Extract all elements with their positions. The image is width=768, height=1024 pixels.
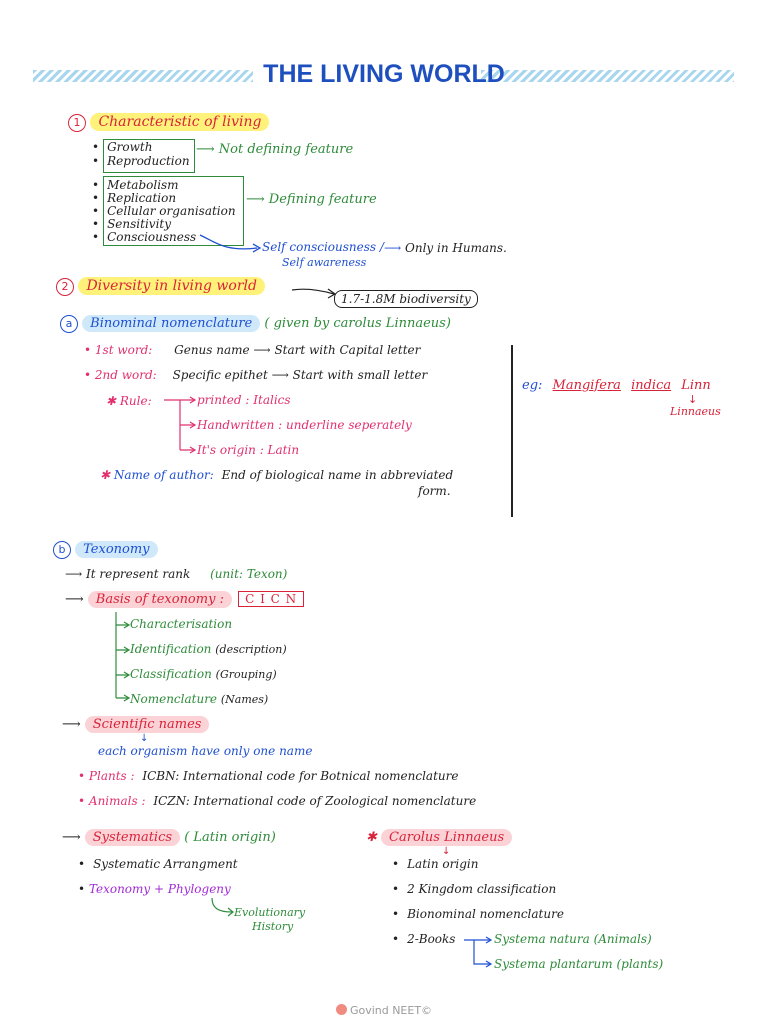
eg-author: Linn [681,378,711,393]
list-item-consciousness: • Consciousness [92,230,196,244]
only-humans: ⟶ Only in Humans. [384,241,507,255]
rule-tree [160,394,200,456]
carolus-item-2: • 2 Kingdom classification [392,882,556,896]
basis-item-3: Classification (Grouping) [130,667,277,681]
consciousness-arrow [195,230,270,255]
self-awareness: Self awareness [282,256,367,269]
section-2-title: Diversity in living world [78,277,265,295]
given-by: ( given by carolus Linnaeus) [264,316,451,331]
list-item-replication: • Replication [92,191,176,205]
rule-label: ✱ Rule: [106,394,152,408]
carolus-title: Carolus Linnaeus [381,829,512,846]
systematics-heading: ⟶ Systematics ( Latin origin) [62,830,276,845]
basis-tree [108,612,132,704]
scientific-names: Scientific names [85,716,210,733]
eg-label: eg: [522,378,543,393]
biodiversity-box: 1.7-1.8M biodiversity [334,290,478,308]
footer [0,1004,768,1017]
second-word: • 2nd word: Specific epithet ⟶ Start with small letter [84,368,428,382]
rule-handwritten: Handwritten : underline seperately [197,418,412,432]
eg-arrow: ↓ [688,393,698,406]
book-1: Systema natura (Animals) [494,932,652,946]
eg-species: indica [631,378,672,393]
cicn-box: C I C N [238,591,304,607]
author-line: ✱ Name of author: End of biological name in abbreviated [100,468,454,482]
list-item-metabolism: • Metabolism [92,178,179,192]
systematics-title: Systematics [85,829,180,846]
section-1-heading [68,114,269,132]
basis-item-2: Identification (description) [130,642,287,656]
page-title: THE LIVING WORLD [263,60,505,88]
rank-line: ⟶ It represent rank (unit: Texon) [65,567,288,581]
vertical-divider [511,345,513,517]
carolus-heading: ✱ Carolus Linnaeus [366,830,512,845]
list-item-growth: • Growth [92,140,152,154]
rule-printed: printed : Italics [197,393,291,407]
evolutionary: Evolutionary [234,906,306,919]
example-line [522,378,711,393]
rule-origin: It's origin : Latin [197,443,300,457]
section-2-heading [56,278,265,296]
section-a-heading [60,315,451,333]
carolus-item-4: • 2-Books [392,932,455,946]
section-a-title: Binominal nomenclature [82,315,260,332]
carolus-item-3: • Bionominal nomenclature [392,907,564,921]
book-2: Systema plantarum (plants) [494,957,664,971]
basis-item-4: Nomenclature (Names) [130,692,269,706]
plants-line: • Plants : ICBN: International code for Botnical nomenclature [78,769,459,783]
def-label: ⟶ Defining feature [246,192,377,207]
list-item-reproduction: • Reproduction [92,154,190,168]
nondef-label: ⟶ Not defining feature [196,142,354,157]
footer-text: Govind NEET© [349,1004,433,1017]
section-letter-a: a [60,315,78,333]
basis-line: ⟶ Basis of texonomy : C I C N [65,592,304,607]
biodiversity-arrow [290,284,340,300]
section-letter-b: b [53,541,71,559]
self-consciousness: Self consciousness / [262,240,384,254]
basis-label: Basis of texonomy : [88,591,232,608]
animals-line: • Animals : ICZN: International code of Zoological nomenclature [78,794,477,808]
carolus-arrow: ↓ [442,846,451,857]
section-number-2: 2 [56,278,74,296]
first-word: • 1st word: Genus name ⟶ Start with Capital letter [84,343,421,357]
carolus-item-1: • Latin origin [392,857,478,871]
history: History [252,920,294,933]
section-b-heading [53,541,158,559]
each-organism: each organism have only one name [98,744,313,758]
list-item-sensitivity: • Sensitivity [92,217,171,231]
eg-genus: Mangifera [552,378,621,393]
footer-logo-icon [336,1004,347,1015]
taxonomy-phylogeny: • Texonomy + Phylogeny [78,882,231,896]
section-1-title: Characteristic of living [90,113,269,131]
basis-item-1: Characterisation [130,617,233,631]
books-tree [462,932,496,972]
sci-arrow: ↓ [140,733,149,744]
eg-note: Linnaeus [670,405,721,418]
section-b-title: Texonomy [75,541,157,558]
scientific-names-line: ⟶ Scientific names [62,717,209,732]
section-number-1: 1 [68,114,86,132]
systematic-arrangement: • Systematic Arrangment [78,857,238,871]
list-item-cellular-organisation: • Cellular organisation [92,204,236,218]
systematics-origin: ( Latin origin) [184,830,276,845]
author-form: form. [418,484,451,498]
